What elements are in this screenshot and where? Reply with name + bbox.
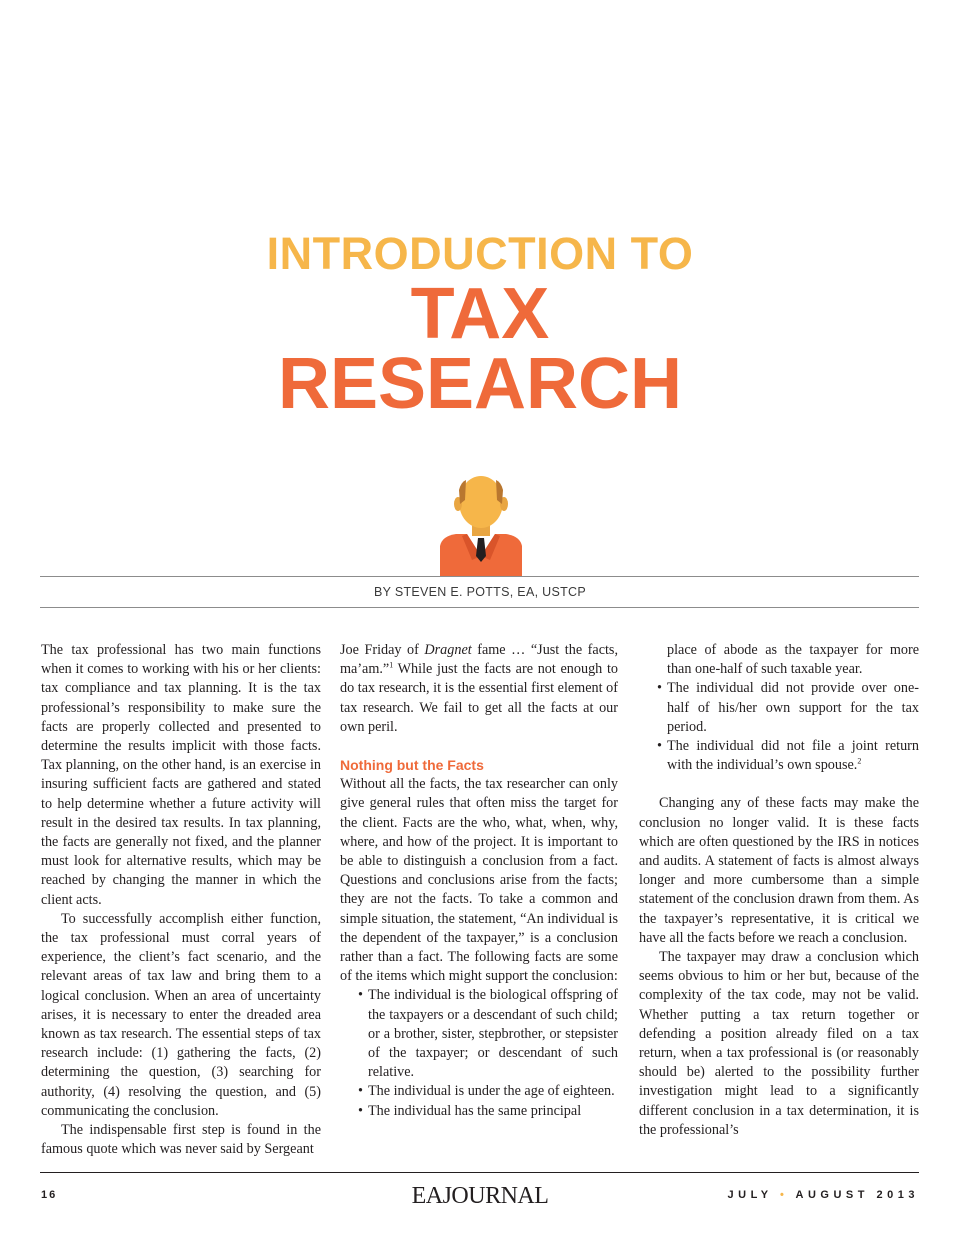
fact-list xyxy=(340,986,618,1120)
fact-list-continued xyxy=(639,679,919,775)
page-number: 16 xyxy=(41,1189,58,1201)
section-heading: Nothing but the Facts xyxy=(340,757,484,774)
paragraph: To successfully accomplish either function, the tax professional must corral years of experience, the client’s fact scenario, and the relevant areas of tax law and bring them to a logical conclusion. When an area of uncertainty arises, it is necessary to enter the dreaded area known as tax research. The essential steps of tax research include: (1) gathering the facts, (2) determining the question, (3) searching for authority, (4) resolving the question, and (5) communicating the conclusion. xyxy=(41,910,321,1119)
title-line-2: TAX xyxy=(410,274,550,354)
column-2 xyxy=(340,641,618,1121)
rule-bottom xyxy=(40,607,919,608)
list-item: • The individual is under the age of eighteen. xyxy=(340,1082,618,1101)
journal-logo: EAJOURNAL xyxy=(411,1183,549,1209)
column-3 xyxy=(639,641,919,1140)
byline: BY STEVEN E. POTTS, EA, USTCP xyxy=(374,585,586,599)
paragraph: The taxpayer may draw a conclusion which seems obvious to him or her but, because of the complexity of the tax code, may not be valid. Whether putting a tax return together or defending a position already filed on a tax return, when a tax professional is (or reasonably should be) alerted to the possibility further investigation might lead to a significantly different conclusion in a tax determination, it is the professional’s xyxy=(639,949,919,1138)
list-item: • The individual has the same principal xyxy=(340,1102,618,1121)
person-icon xyxy=(434,474,528,577)
title-line-3: RESEARCH xyxy=(277,344,683,424)
rule-top xyxy=(40,576,919,577)
paragraph: The indispensable first step is found in the famous quote which was never said by Sergeant xyxy=(41,1122,321,1158)
footnote-ref-2: 2 xyxy=(857,756,862,766)
title-line-1: INTRODUCTION TO xyxy=(266,228,694,279)
paragraph: Joe Friday of Dragnet fame … “Just the facts, ma’am.”$^1$ While just the facts are not enough to do tax research, it is the essential first element of tax research. We fail to get all the facts at our own peril. xyxy=(340,642,618,735)
footnote-ref-1: 1 xyxy=(389,660,394,670)
list-item: • The individual is the biological offspring of the taxpayers or a descendant of such child; or a brother, sister, stepbrother, or stepsister of the taxpayer; or descendant of such relative. xyxy=(340,986,618,1082)
column-1 xyxy=(41,641,321,1159)
paragraph: Without all the facts, the tax researcher can only give general rules that often miss the target for the client. Facts are the who, what, when, why, where, and how of the project. It is important to be able to distinguish a conclusion from a fact. Questions and conclusions arise from the facts; they are not the facts. To take a common and simple situation, the statement, “An individual is the dependent of the taxpayer,” is a conclusion rather than a fact. The following facts are some of the items which might support the conclusion: xyxy=(340,776,618,985)
paragraph: The tax professional has two main functions when it comes to working with his or her clients: tax compliance and tax planning. It is the tax professional’s responsibility to make sure the facts are properly collected and presented to determine the results implicit with those facts. Tax planning, on the other hand, is an exercise in insuring sufficient facts are gathered and stated to help determine whether a future activity will result in the desired tax results. In tax planning, the facts are generally not fixed, and the planner must look for alternative results, which may be reached by changing the manner in which the client acts. xyxy=(41,642,321,908)
issue-date: JULY • AUGUST 2013 xyxy=(727,1189,919,1201)
paragraph: Changing any of these facts may make the conclusion no longer valid. It is these facts which are often questioned by the IRS in notices and audits. A statement of facts is almost always longer and more cumbersome than a simple statement of the conclusion drawn from them. As the taxpayer’s representative, it is critical we have all the facts before we reach a conclusion. xyxy=(639,795,919,946)
list-item: • The individual did not provide over one-half of his/her own support for the tax period. xyxy=(639,679,919,737)
list-item-continued: place of abode as the taxpayer for more than one-half of such taxable year. xyxy=(667,642,919,678)
list-item: • The individual did not file a joint return with the individual’s own spouse.$^2$ xyxy=(639,737,919,775)
footer-rule xyxy=(40,1172,919,1173)
dragnet-title: Dragnet xyxy=(424,642,472,658)
